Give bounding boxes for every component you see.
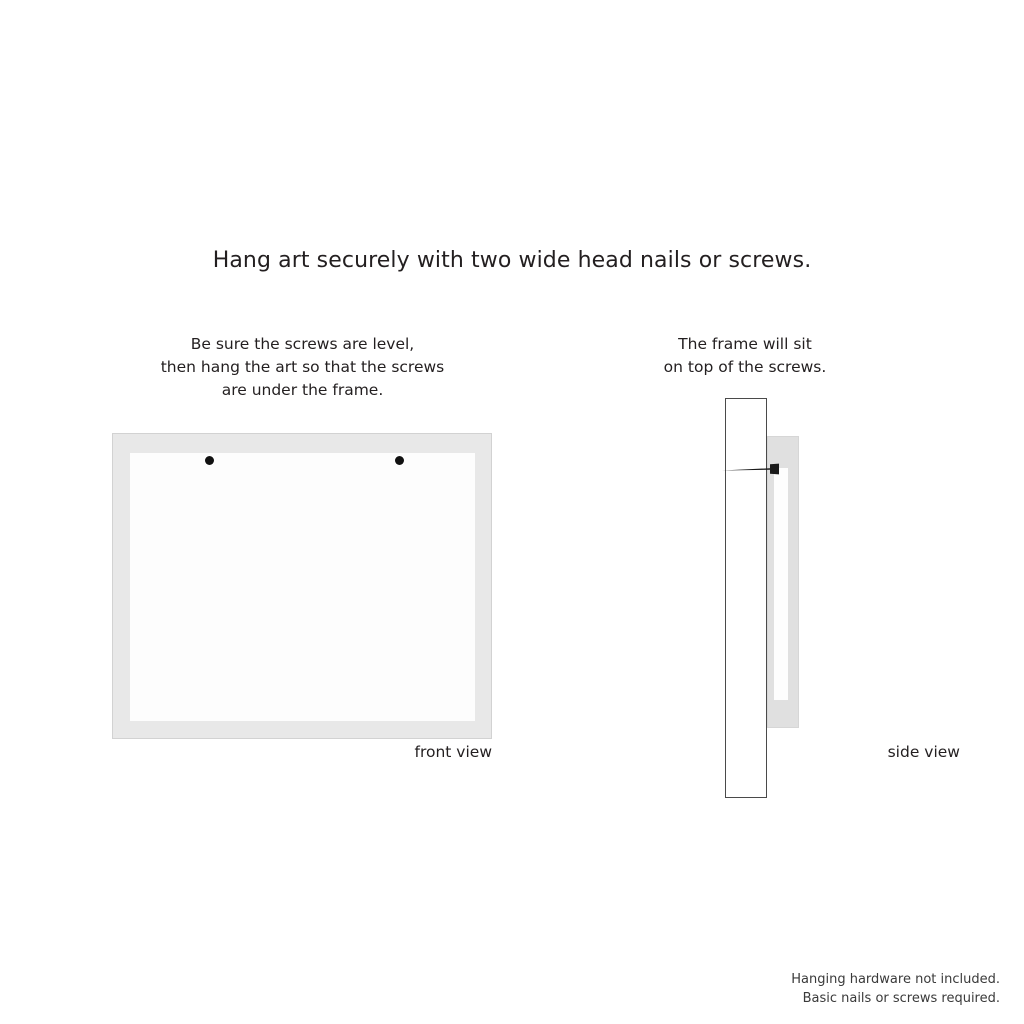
page-title: Hang art securely with two wide head nails or screws. bbox=[212, 248, 812, 273]
side-view-wall bbox=[725, 398, 767, 798]
side-view-caption-line1: The frame will sit bbox=[678, 335, 812, 353]
front-view-mat bbox=[130, 453, 475, 721]
side-view-frame-inner bbox=[774, 468, 788, 700]
front-view-caption-line2: then hang the art so that the screws bbox=[160, 358, 445, 376]
screw-head-right-icon bbox=[395, 456, 404, 465]
front-view-label: front view bbox=[414, 743, 492, 761]
side-view-caption bbox=[620, 333, 870, 379]
front-view-caption-line1: Be sure the screws are level, bbox=[190, 335, 415, 353]
footer-note bbox=[791, 970, 1000, 1008]
footer-note-line2: Basic nails or screws required. bbox=[802, 991, 1000, 1006]
side-view-frame-illustration bbox=[767, 436, 799, 728]
footer-note-line1: Hanging hardware not included. bbox=[791, 972, 1000, 987]
side-view-caption-line2: on top of the screws. bbox=[663, 358, 827, 376]
nail-icon bbox=[722, 463, 784, 475]
front-view-frame-illustration bbox=[112, 433, 492, 739]
screw-head-left-icon bbox=[205, 456, 214, 465]
front-view-caption bbox=[110, 333, 495, 402]
side-view-label: side view bbox=[887, 743, 960, 761]
front-view-caption-line3: are under the frame. bbox=[221, 381, 384, 399]
